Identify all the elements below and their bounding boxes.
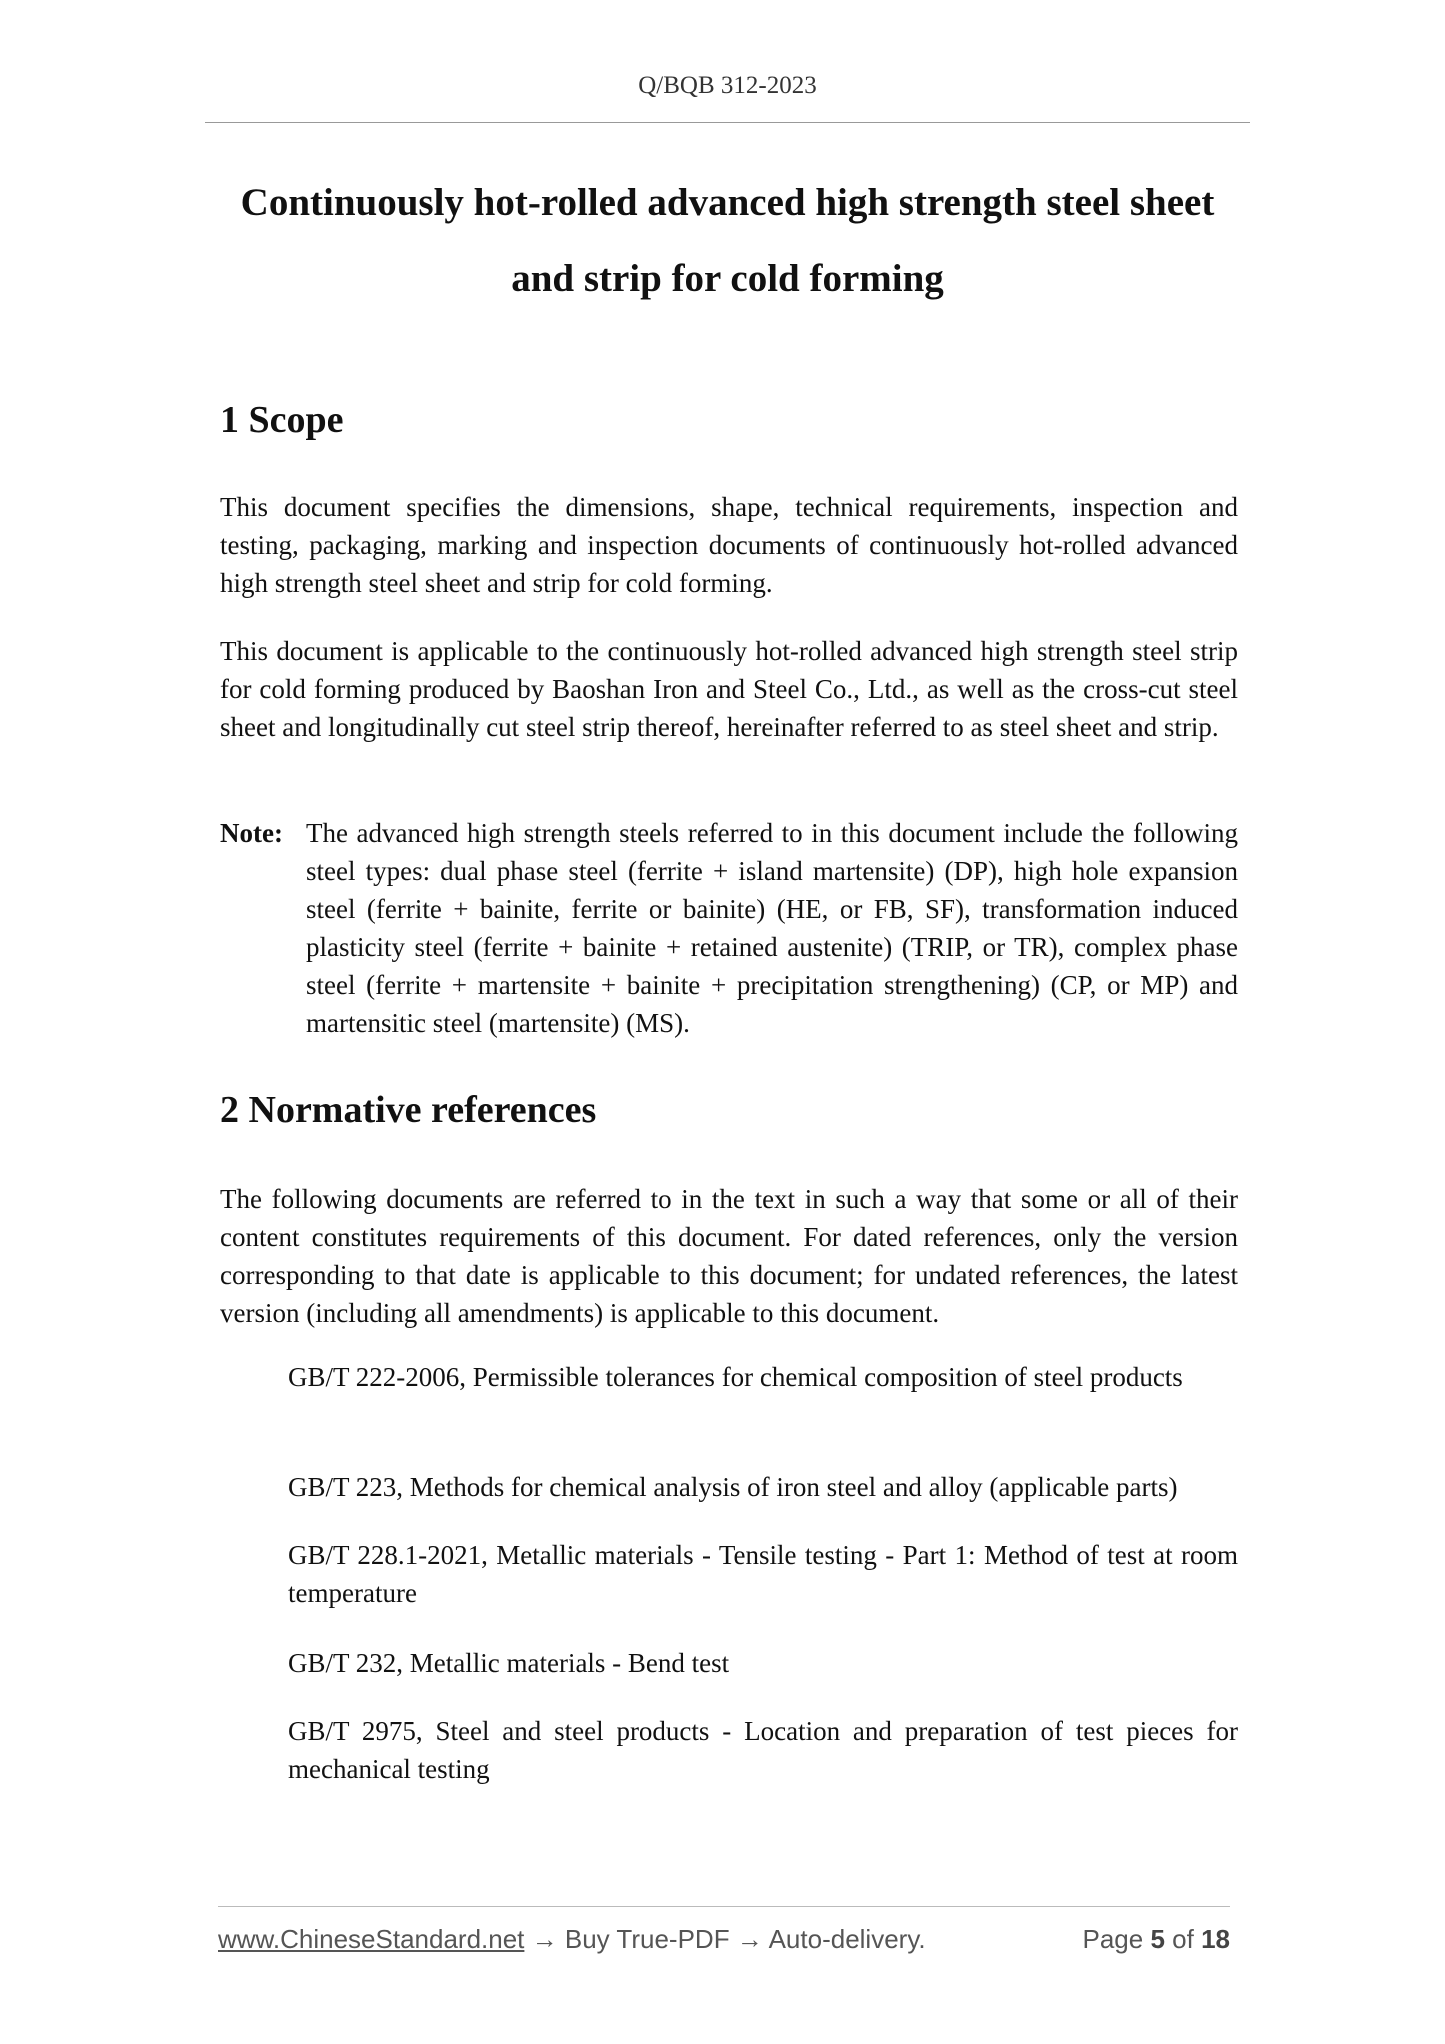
reference-item: GB/T 228.1-2021, Metallic materials - Tensile testing - Part 1: Method of test at room temperature — [288, 1540, 1238, 1608]
reference-item: GB/T 223, Methods for chemical analysis of iron steel and alloy (applicable parts) — [288, 1472, 1178, 1502]
title-line-1: Continuously hot-rolled advanced high strength steel sheet — [240, 181, 1215, 224]
header-divider — [205, 122, 1250, 123]
page-indicator — [1082, 1924, 1230, 1955]
note-label: Note: — [220, 818, 283, 848]
scope-paragraph-2: This document is applicable to the continuously hot-rolled advanced high strength steel strip for cold forming produced by Baoshan Iron and Steel Co., Ltd., as well as the cross-cut steel sheet and longitudinally cut steel strip thereof, hereinafter referred to as steel sheet and strip. — [220, 636, 1238, 742]
page-current: 5 — [1150, 1924, 1165, 1954]
header-doc-code: Q/BQB 312-2023 — [638, 72, 817, 99]
page-footer — [218, 1924, 1230, 1960]
footer-promo-text: → Buy True-PDF → Auto-delivery. — [531, 1924, 926, 1954]
document-title — [205, 165, 1250, 317]
chinesestandard-link[interactable]: www.ChineseStandard.net — [218, 1924, 525, 1954]
reference-item: GB/T 2975, Steel and steel products - Location and preparation of test pieces for mechanical testing — [288, 1716, 1238, 1784]
scope-paragraph-1: This document specifies the dimensions, shape, technical requirements, inspection and testing, packaging, marking and inspection documents of continuously hot-rolled advanced high strength steel sheet and strip for cold forming. — [220, 492, 1238, 598]
footer-promo — [218, 1924, 926, 1955]
normative-intro: The following documents are referred to in the text in such a way that some or all of their content constitutes requirements of this document. For dated references, only the version corresponding to that date is applicable to this document; for undated references, the latest version (including all amendments) is applicable to this document. — [220, 1184, 1238, 1328]
section-heading-scope: 1 Scope — [220, 399, 344, 441]
reference-item: GB/T 222-2006, Permissible tolerances for chemical composition of steel products — [288, 1362, 1183, 1392]
page-word: Page — [1082, 1924, 1144, 1954]
footer-divider — [218, 1906, 1230, 1907]
of-word: of — [1172, 1924, 1194, 1954]
reference-item: GB/T 232, Metallic materials - Bend test — [288, 1648, 730, 1678]
note-text: The advanced high strength steels referred to in this document include the following steel types: dual phase steel (ferrite + island martensite) (DP), high hole expansion steel (ferrite + bainite, ferrite or bainite) (HE, or FB, SF), transformation induced plasticity steel (ferrite + bainite + retained austenite) (TRIP, or TR), complex phase steel (ferrite + martensite + bainite + precipitation strengthening) (CP, or MP) and martensitic steel (martensite) (MS). — [306, 818, 1238, 1038]
section-heading-normative-references: 2 Normative references — [220, 1089, 597, 1131]
page-total: 18 — [1201, 1924, 1230, 1954]
title-line-2: and strip for cold forming — [511, 257, 944, 300]
